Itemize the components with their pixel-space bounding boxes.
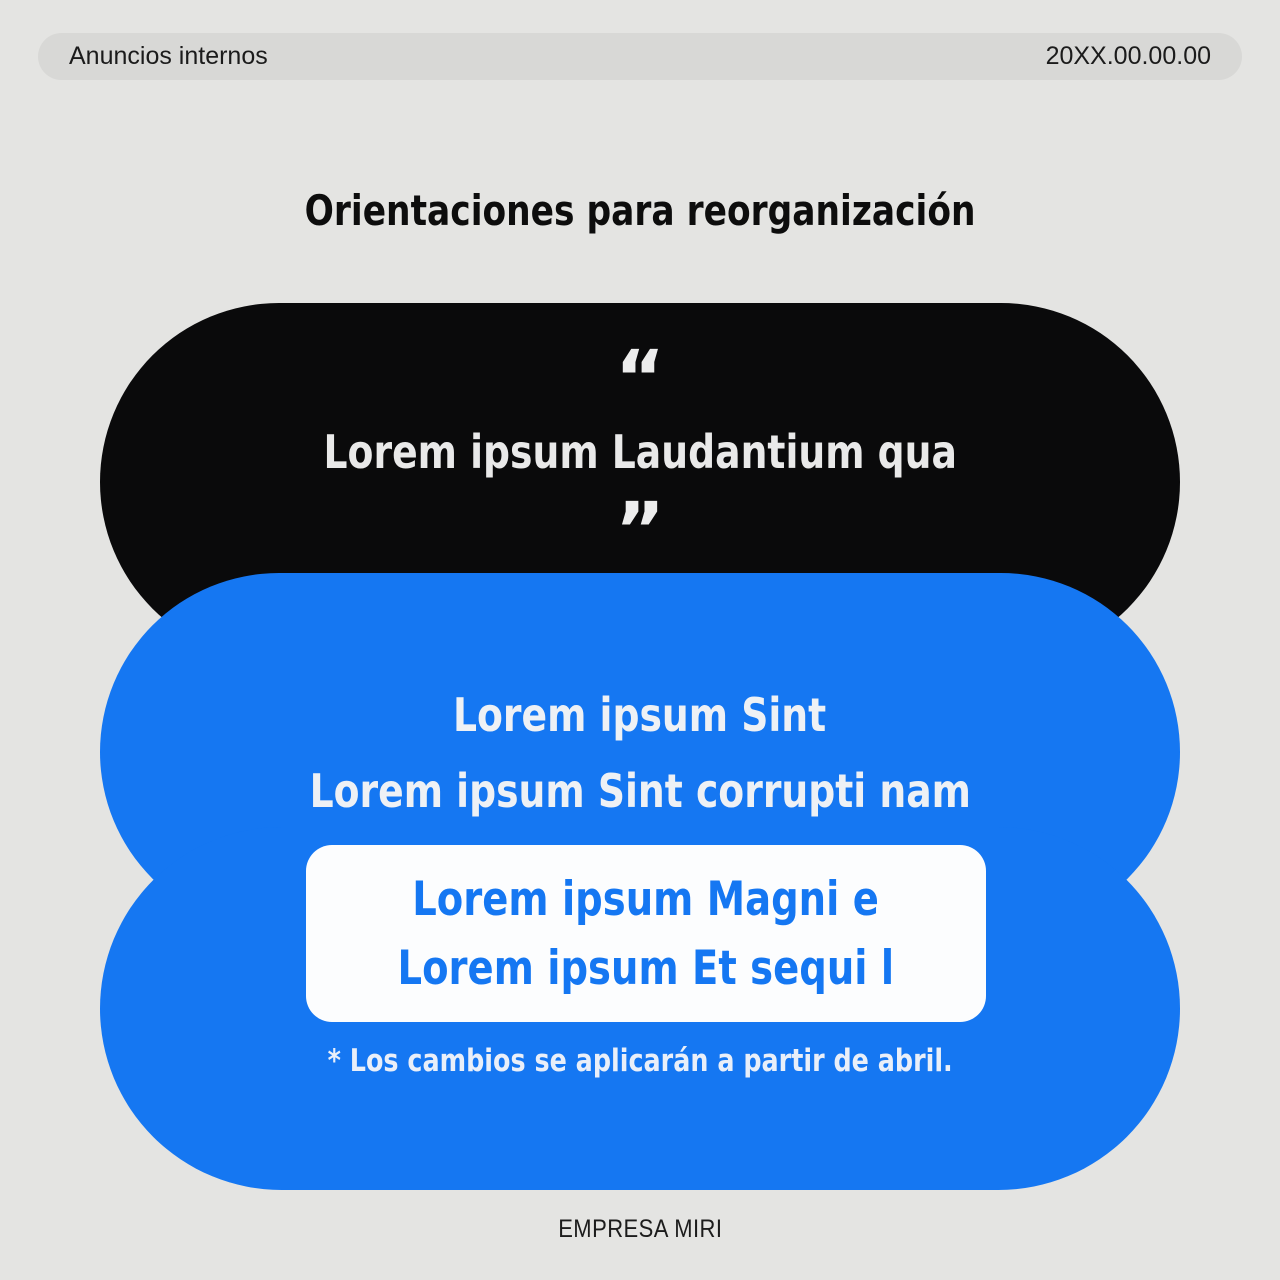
top-bar-date: 20XX.00.00.00 <box>1045 42 1211 70</box>
footer-company: EMPRESA MIRI <box>557 1215 723 1243</box>
highlight-line-2: Lorem ipsum Et sequi l <box>397 940 895 996</box>
open-quote-icon: “ <box>615 333 665 422</box>
highlight-box <box>306 845 986 1022</box>
open-quote-row <box>0 333 1280 422</box>
close-quote-icon: ” <box>615 485 665 574</box>
quote-text-row <box>0 425 1280 479</box>
title-row <box>0 186 1280 235</box>
info-line-2: Lorem ipsum Sint corrupti nam <box>309 764 971 818</box>
quote-text: Lorem ipsum Laudantium qua <box>323 425 957 479</box>
highlight-line-1: Lorem ipsum Magni e <box>412 871 880 927</box>
info-line-1: Lorem ipsum Sint <box>453 688 827 742</box>
info-line-1-row <box>0 688 1280 742</box>
top-bar-label: Anuncios internos <box>69 42 268 70</box>
note-row <box>0 1043 1280 1079</box>
note-text: * Los cambios se aplicarán a partir de abril. <box>327 1043 953 1079</box>
info-line-2-row <box>0 764 1280 818</box>
close-quote-row <box>0 485 1280 574</box>
footer-row <box>0 1217 1280 1242</box>
page-title: Orientaciones para reorganización <box>304 186 976 235</box>
top-bar <box>38 33 1242 80</box>
